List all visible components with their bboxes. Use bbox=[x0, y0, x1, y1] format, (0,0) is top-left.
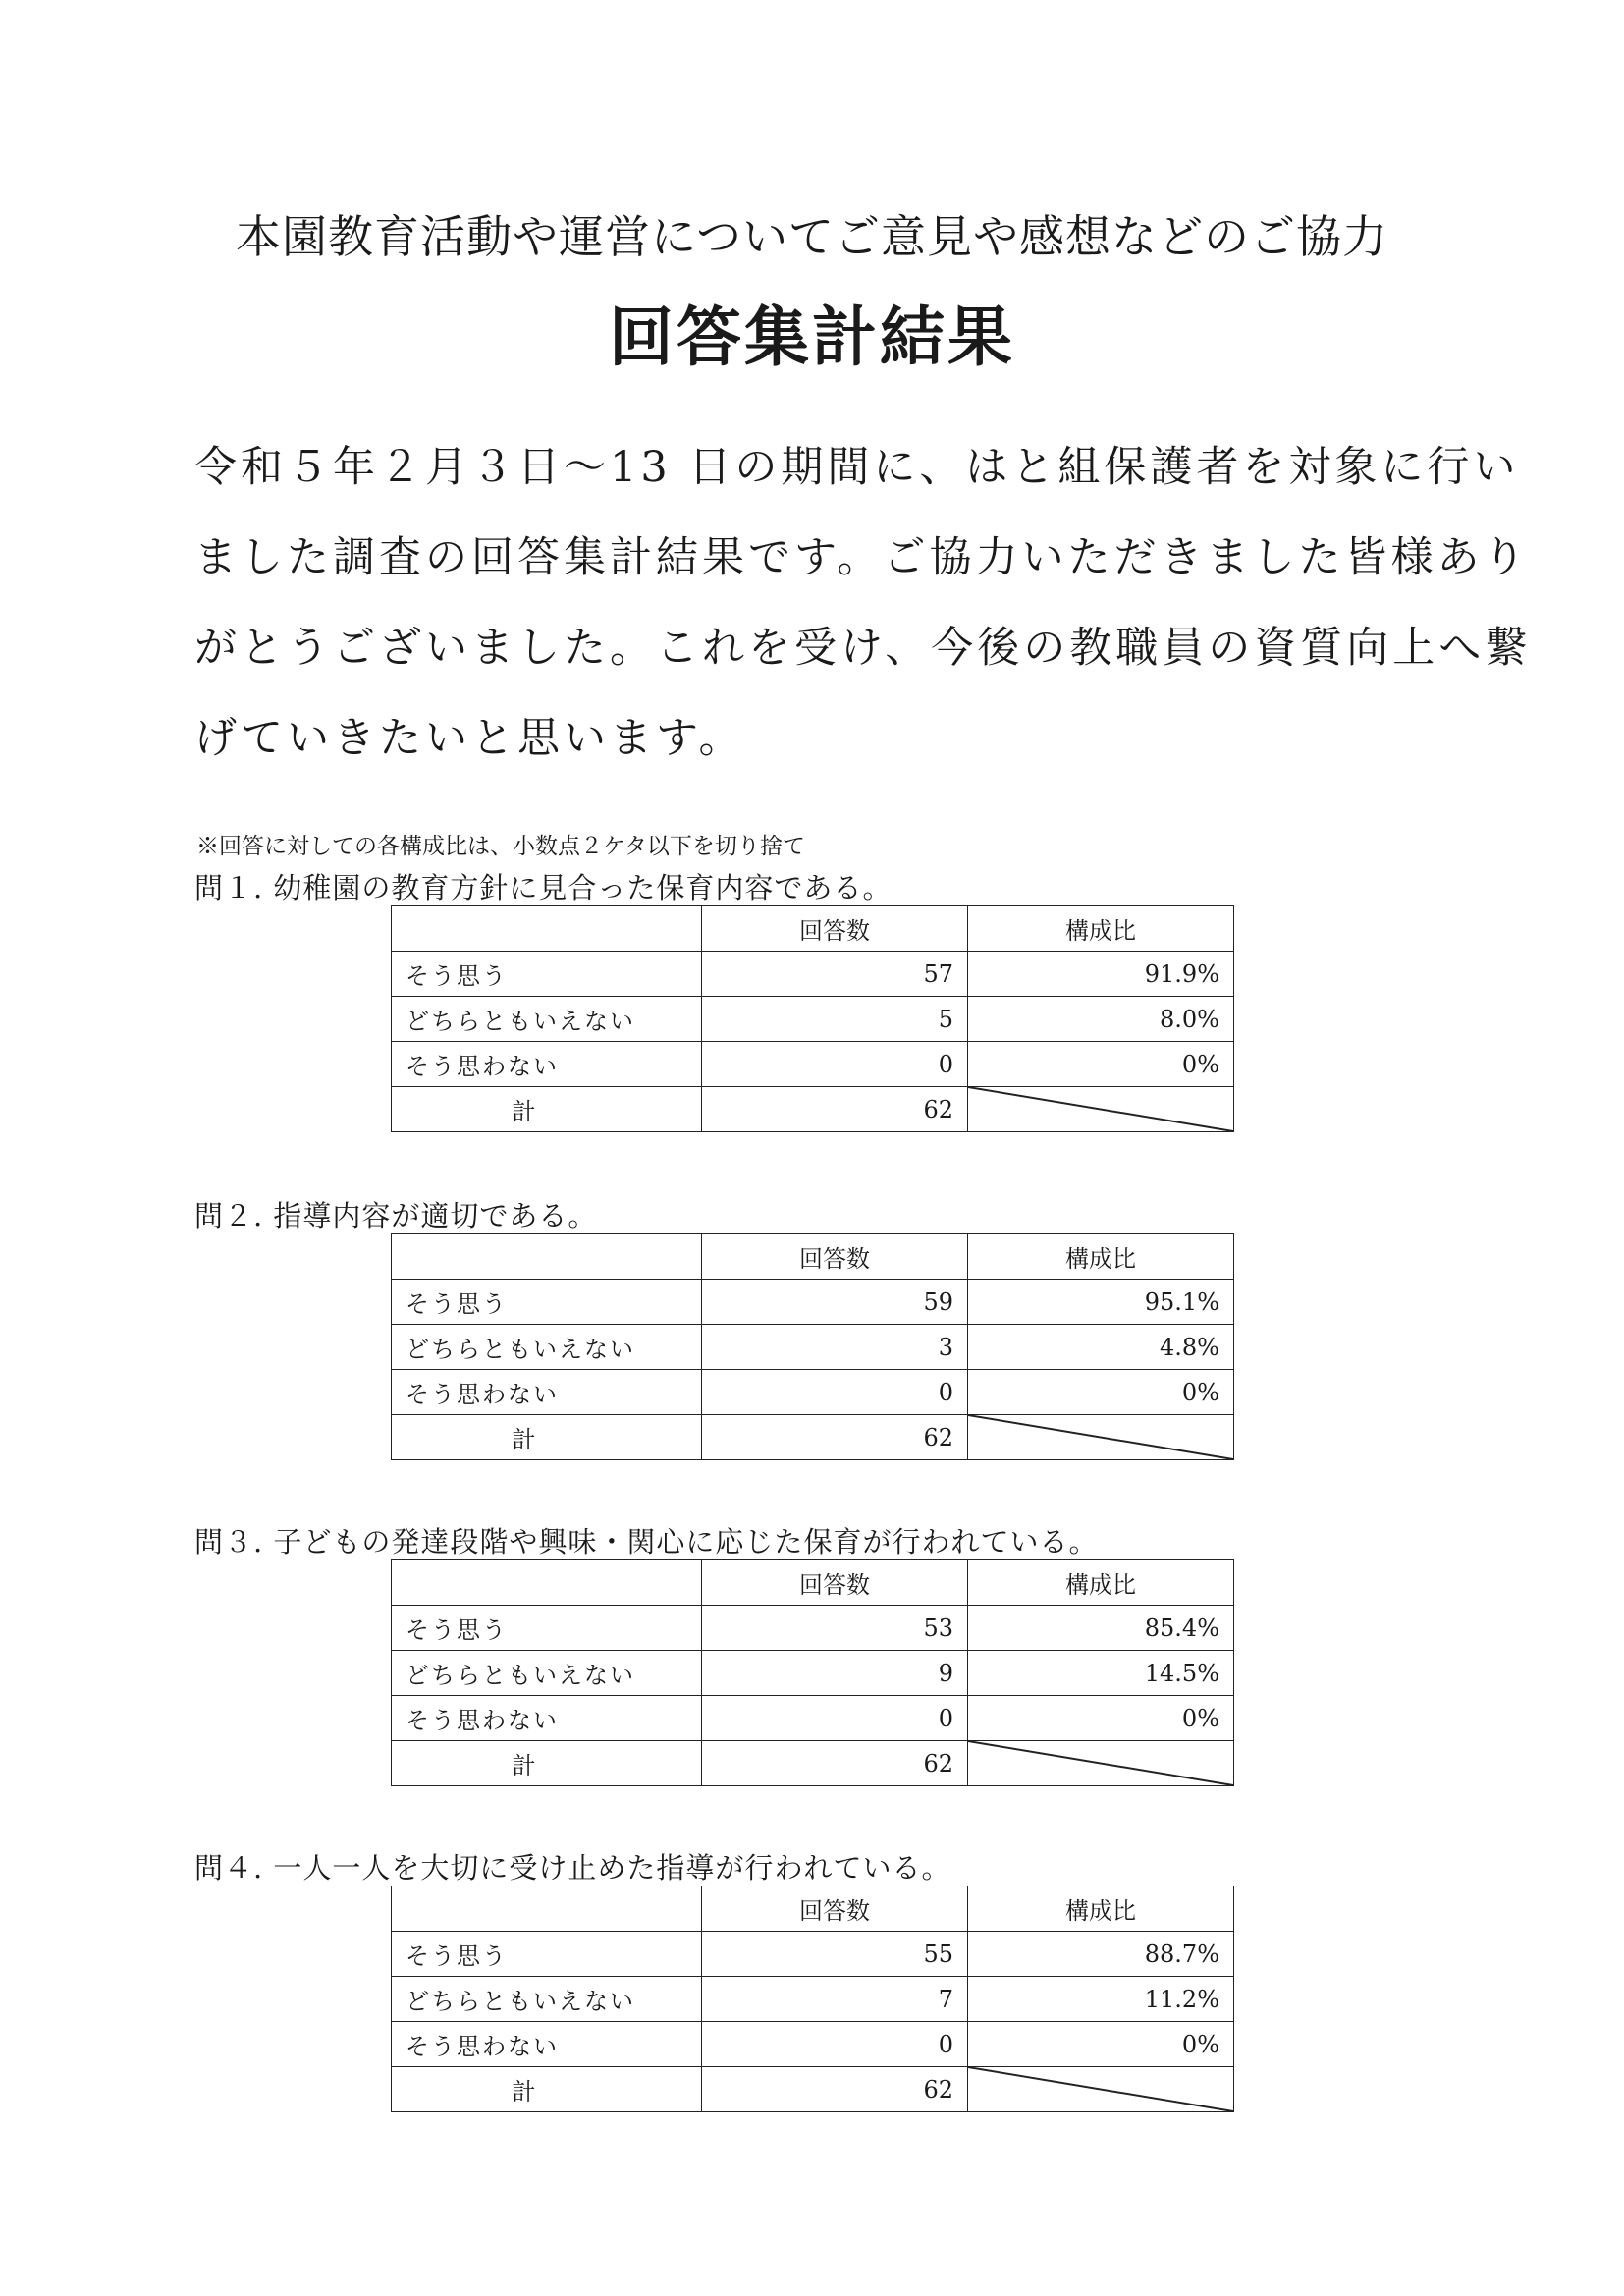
table-row bbox=[392, 2022, 1234, 2067]
answer-count: 3 bbox=[702, 1325, 968, 1370]
answer-label: そう思わない bbox=[392, 2022, 702, 2067]
answer-label: そう思う bbox=[392, 952, 702, 997]
answer-ratio: 0% bbox=[968, 2022, 1234, 2067]
ratio-header: 構成比 bbox=[968, 1886, 1234, 1932]
answer-ratio: 88.7% bbox=[968, 1932, 1234, 1977]
table-row bbox=[392, 1606, 1234, 1651]
answer-ratio: 91.9% bbox=[968, 952, 1234, 997]
count-header: 回答数 bbox=[702, 1560, 968, 1606]
answer-count: 59 bbox=[702, 1280, 968, 1325]
question-title: 問１. 幼稚園の教育方針に見合った保育内容である。 bbox=[194, 871, 893, 904]
table-row bbox=[392, 997, 1234, 1042]
result-table bbox=[391, 1886, 1234, 2112]
blank-header-cell bbox=[392, 906, 702, 952]
intro-line: 令和５年２月３日～13 日の期間に、はと組保護者を対象に行い bbox=[194, 443, 1520, 492]
answer-label: どちらともいえない bbox=[392, 1325, 702, 1370]
total-row bbox=[392, 1741, 1234, 1786]
total-row bbox=[392, 1087, 1234, 1132]
count-header: 回答数 bbox=[702, 1886, 968, 1932]
answer-count: 55 bbox=[702, 1932, 968, 1977]
question-title: 問３. 子どもの発達段階や興味・関心に応じた保育が行われている。 bbox=[194, 1525, 1099, 1558]
table-header-row bbox=[392, 1886, 1234, 1932]
table-row bbox=[392, 1280, 1234, 1325]
answer-label: そう思わない bbox=[392, 1696, 702, 1741]
document-subtitle: 本園教育活動や運営についてご意見や感想などのご協力 bbox=[235, 210, 1389, 263]
intro-line: がとうございました。これを受け、今後の教職員の資質向上へ繋 bbox=[194, 624, 1532, 673]
answer-label: そう思わない bbox=[392, 1042, 702, 1087]
answer-ratio: 11.2% bbox=[968, 1977, 1234, 2022]
table-row bbox=[392, 1932, 1234, 1977]
table-row bbox=[392, 1696, 1234, 1741]
answer-ratio: 0% bbox=[968, 1370, 1234, 1415]
answer-count: 0 bbox=[702, 2022, 968, 2067]
total-row bbox=[392, 1415, 1234, 1460]
total-label: 計 bbox=[392, 2067, 702, 2112]
blank-header-cell bbox=[392, 1234, 702, 1280]
ratio-header: 構成比 bbox=[968, 1234, 1234, 1280]
result-table bbox=[391, 905, 1234, 1132]
answer-label: そう思わない bbox=[392, 1370, 702, 1415]
question-1 bbox=[194, 870, 1234, 1132]
document-title: 回答集計結果 bbox=[609, 299, 1015, 375]
answer-count: 0 bbox=[702, 1370, 968, 1415]
intro-line: げていきたいと思います。 bbox=[194, 714, 745, 763]
question-2 bbox=[194, 1198, 1234, 1460]
count-header: 回答数 bbox=[702, 1234, 968, 1280]
answer-label: どちらともいえない bbox=[392, 1651, 702, 1696]
answer-label: そう思う bbox=[392, 1280, 702, 1325]
answer-count: 0 bbox=[702, 1696, 968, 1741]
question-title: 問２. 指導内容が適切である。 bbox=[194, 1199, 598, 1232]
question-3 bbox=[194, 1524, 1234, 1786]
question-4 bbox=[194, 1850, 1234, 2112]
answer-label: どちらともいえない bbox=[392, 1977, 702, 2022]
table-row bbox=[392, 1370, 1234, 1415]
total-label: 計 bbox=[392, 1415, 702, 1460]
answer-count: 5 bbox=[702, 997, 968, 1042]
result-table bbox=[391, 1233, 1234, 1460]
answer-ratio: 0% bbox=[968, 1042, 1234, 1087]
table-header-row bbox=[392, 1234, 1234, 1280]
answer-count: 0 bbox=[702, 1042, 968, 1087]
table-row bbox=[392, 1042, 1234, 1087]
diagonal-slash-cell bbox=[968, 2067, 1234, 2112]
total-row bbox=[392, 2067, 1234, 2112]
table-row bbox=[392, 952, 1234, 997]
diagonal-line bbox=[968, 2067, 1233, 2111]
answer-ratio: 14.5% bbox=[968, 1651, 1234, 1696]
blank-header-cell bbox=[392, 1560, 702, 1606]
answer-count: 53 bbox=[702, 1606, 968, 1651]
rounding-note: ※回答に対しての各構成比は、小数点２ケタ以下を切り捨て bbox=[196, 834, 805, 859]
answer-ratio: 85.4% bbox=[968, 1606, 1234, 1651]
answer-label: どちらともいえない bbox=[392, 997, 702, 1042]
answer-label: そう思う bbox=[392, 1606, 702, 1651]
table-row bbox=[392, 1325, 1234, 1370]
total-count: 62 bbox=[702, 1087, 968, 1132]
table-row bbox=[392, 1977, 1234, 2022]
diagonal-slash-cell bbox=[968, 1087, 1234, 1132]
ratio-header: 構成比 bbox=[968, 906, 1234, 952]
total-count: 62 bbox=[702, 2067, 968, 2112]
total-count: 62 bbox=[702, 1415, 968, 1460]
intro-line: ました調査の回答集計結果です。ご協力いただきました皆様あり bbox=[194, 533, 1530, 582]
total-label: 計 bbox=[392, 1741, 702, 1786]
answer-ratio: 8.0% bbox=[968, 997, 1234, 1042]
diagonal-line bbox=[968, 1741, 1233, 1785]
answer-ratio: 0% bbox=[968, 1696, 1234, 1741]
table-row bbox=[392, 1651, 1234, 1696]
answer-ratio: 4.8% bbox=[968, 1325, 1234, 1370]
answer-count: 7 bbox=[702, 1977, 968, 2022]
intro-paragraph bbox=[194, 422, 1532, 784]
total-count: 62 bbox=[702, 1741, 968, 1786]
table-header-row bbox=[392, 906, 1234, 952]
answer-label: そう思う bbox=[392, 1932, 702, 1977]
total-label: 計 bbox=[392, 1087, 702, 1132]
diagonal-slash-cell bbox=[968, 1415, 1234, 1460]
ratio-header: 構成比 bbox=[968, 1560, 1234, 1606]
question-title: 問４. 一人一人を大切に受け止めた指導が行われている。 bbox=[194, 1851, 951, 1885]
diagonal-line bbox=[968, 1087, 1233, 1131]
answer-ratio: 95.1% bbox=[968, 1280, 1234, 1325]
result-table bbox=[391, 1559, 1234, 1786]
blank-header-cell bbox=[392, 1886, 702, 1932]
answer-count: 9 bbox=[702, 1651, 968, 1696]
diagonal-slash-cell bbox=[968, 1741, 1234, 1786]
count-header: 回答数 bbox=[702, 906, 968, 952]
diagonal-line bbox=[968, 1415, 1233, 1459]
answer-count: 57 bbox=[702, 952, 968, 997]
table-header-row bbox=[392, 1560, 1234, 1606]
